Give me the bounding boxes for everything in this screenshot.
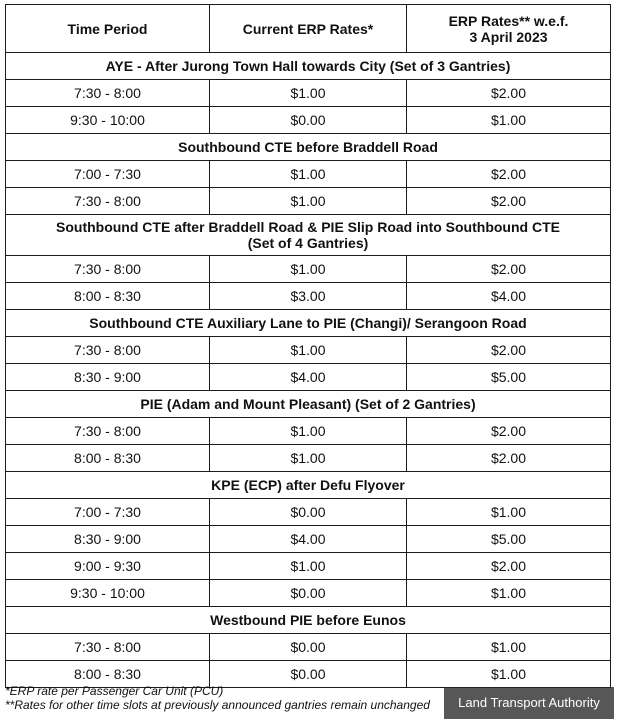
new-rate-cell: $2.00 <box>407 418 611 445</box>
time-period-cell: 7:30 - 8:00 <box>6 337 210 364</box>
current-rate-cell: $3.00 <box>210 283 407 310</box>
current-rate-cell: $1.00 <box>210 553 407 580</box>
section-title: PIE (Adam and Mount Pleasant) (Set of 2 Gantries) <box>6 391 611 418</box>
time-period-cell: 8:30 - 9:00 <box>6 364 210 391</box>
section-title-line2: (Set of 4 Gantries) <box>247 235 369 251</box>
section-title: Southbound CTE before Braddell Road <box>6 134 611 161</box>
section-header-row <box>6 53 611 80</box>
time-period-cell: 9:00 - 9:30 <box>6 553 210 580</box>
section-header-row <box>6 472 611 499</box>
table-row <box>6 161 611 188</box>
new-rate-cell: $2.00 <box>407 188 611 215</box>
table-row <box>6 634 611 661</box>
new-rate-cell: $4.00 <box>407 283 611 310</box>
new-rate-cell: $1.00 <box>407 580 611 607</box>
time-period-cell: 7:00 - 7:30 <box>6 499 210 526</box>
current-rate-cell: $1.00 <box>210 161 407 188</box>
footnote-pcu: *ERP rate per Passenger Car Unit (PCU) <box>5 684 224 698</box>
table-row <box>6 283 611 310</box>
current-rate-cell: $0.00 <box>210 634 407 661</box>
current-rate-cell: $1.00 <box>210 418 407 445</box>
time-period-cell: 7:30 - 8:00 <box>6 80 210 107</box>
new-rate-cell: $1.00 <box>407 499 611 526</box>
new-rate-cell: $2.00 <box>407 161 611 188</box>
table-row <box>6 526 611 553</box>
section-header-row <box>6 391 611 418</box>
new-rate-cell: $2.00 <box>407 553 611 580</box>
table-row <box>6 553 611 580</box>
table-row <box>6 80 611 107</box>
header-row <box>6 5 611 53</box>
new-rate-cell: $1.00 <box>407 634 611 661</box>
table-row <box>6 337 611 364</box>
section-title: KPE (ECP) after Defu Flyover <box>6 472 611 499</box>
header-new-rates-line2: 3 April 2023 <box>469 28 548 45</box>
new-rate-cell: $5.00 <box>407 526 611 553</box>
time-period-cell: 7:30 - 8:00 <box>6 634 210 661</box>
new-rate-cell: $5.00 <box>407 364 611 391</box>
table-row <box>6 107 611 134</box>
table-row <box>6 188 611 215</box>
current-rate-cell: $1.00 <box>210 337 407 364</box>
table-row <box>6 364 611 391</box>
new-rate-cell: $2.00 <box>407 80 611 107</box>
header-new-rates <box>407 5 611 53</box>
table-row <box>6 418 611 445</box>
current-rate-cell: $0.00 <box>210 661 407 688</box>
section-title: AYE - After Jurong Town Hall towards City (Set of 3 Gantries) <box>6 53 611 80</box>
current-rate-cell: $1.00 <box>210 80 407 107</box>
table-row <box>6 445 611 472</box>
section-title: Westbound PIE before Eunos <box>6 607 611 634</box>
lta-watermark: Land Transport Authority <box>444 687 614 719</box>
time-period-cell: 7:00 - 7:30 <box>6 161 210 188</box>
time-period-cell: 7:30 - 8:00 <box>6 256 210 283</box>
current-rate-cell: $4.00 <box>210 526 407 553</box>
footnote-other-slots: **Rates for other time slots at previously announced gantries remain unchanged <box>5 698 430 712</box>
current-rate-cell: $1.00 <box>210 445 407 472</box>
section-title: Southbound CTE Auxiliary Lane to PIE (Changi)/ Serangoon Road <box>6 310 611 337</box>
time-period-cell: 8:00 - 8:30 <box>6 283 210 310</box>
erp-rates-table <box>5 4 611 688</box>
current-rate-cell: $4.00 <box>210 364 407 391</box>
current-rate-cell: $0.00 <box>210 580 407 607</box>
section-header-row <box>6 215 611 256</box>
time-period-cell: 8:30 - 9:00 <box>6 526 210 553</box>
new-rate-cell: $2.00 <box>407 445 611 472</box>
table-row <box>6 256 611 283</box>
table-row <box>6 580 611 607</box>
current-rate-cell: $1.00 <box>210 188 407 215</box>
new-rate-cell: $1.00 <box>407 661 611 688</box>
current-rate-cell: $0.00 <box>210 499 407 526</box>
time-period-cell: 7:30 - 8:00 <box>6 418 210 445</box>
section-header-row <box>6 310 611 337</box>
time-period-cell: 8:00 - 8:30 <box>6 445 210 472</box>
section-title <box>6 215 611 256</box>
header-time-period: Time Period <box>6 5 210 53</box>
table-row <box>6 499 611 526</box>
current-rate-cell: $1.00 <box>210 256 407 283</box>
current-rate-cell: $0.00 <box>210 107 407 134</box>
section-title-line1: Southbound CTE after Braddell Road & PIE Slip Road into Southbound CTE <box>56 219 560 235</box>
time-period-cell: 7:30 - 8:00 <box>6 188 210 215</box>
time-period-cell: 9:30 - 10:00 <box>6 107 210 134</box>
section-header-row <box>6 134 611 161</box>
header-new-rates-line1: ERP Rates** w.e.f. <box>448 12 569 29</box>
new-rate-cell: $2.00 <box>407 337 611 364</box>
new-rate-cell: $1.00 <box>407 107 611 134</box>
time-period-cell: 9:30 - 10:00 <box>6 580 210 607</box>
time-period-cell: 8:00 - 8:30 <box>6 661 210 688</box>
new-rate-cell: $2.00 <box>407 256 611 283</box>
section-header-row <box>6 607 611 634</box>
header-current-rates: Current ERP Rates* <box>210 5 407 53</box>
footnotes <box>5 684 485 712</box>
